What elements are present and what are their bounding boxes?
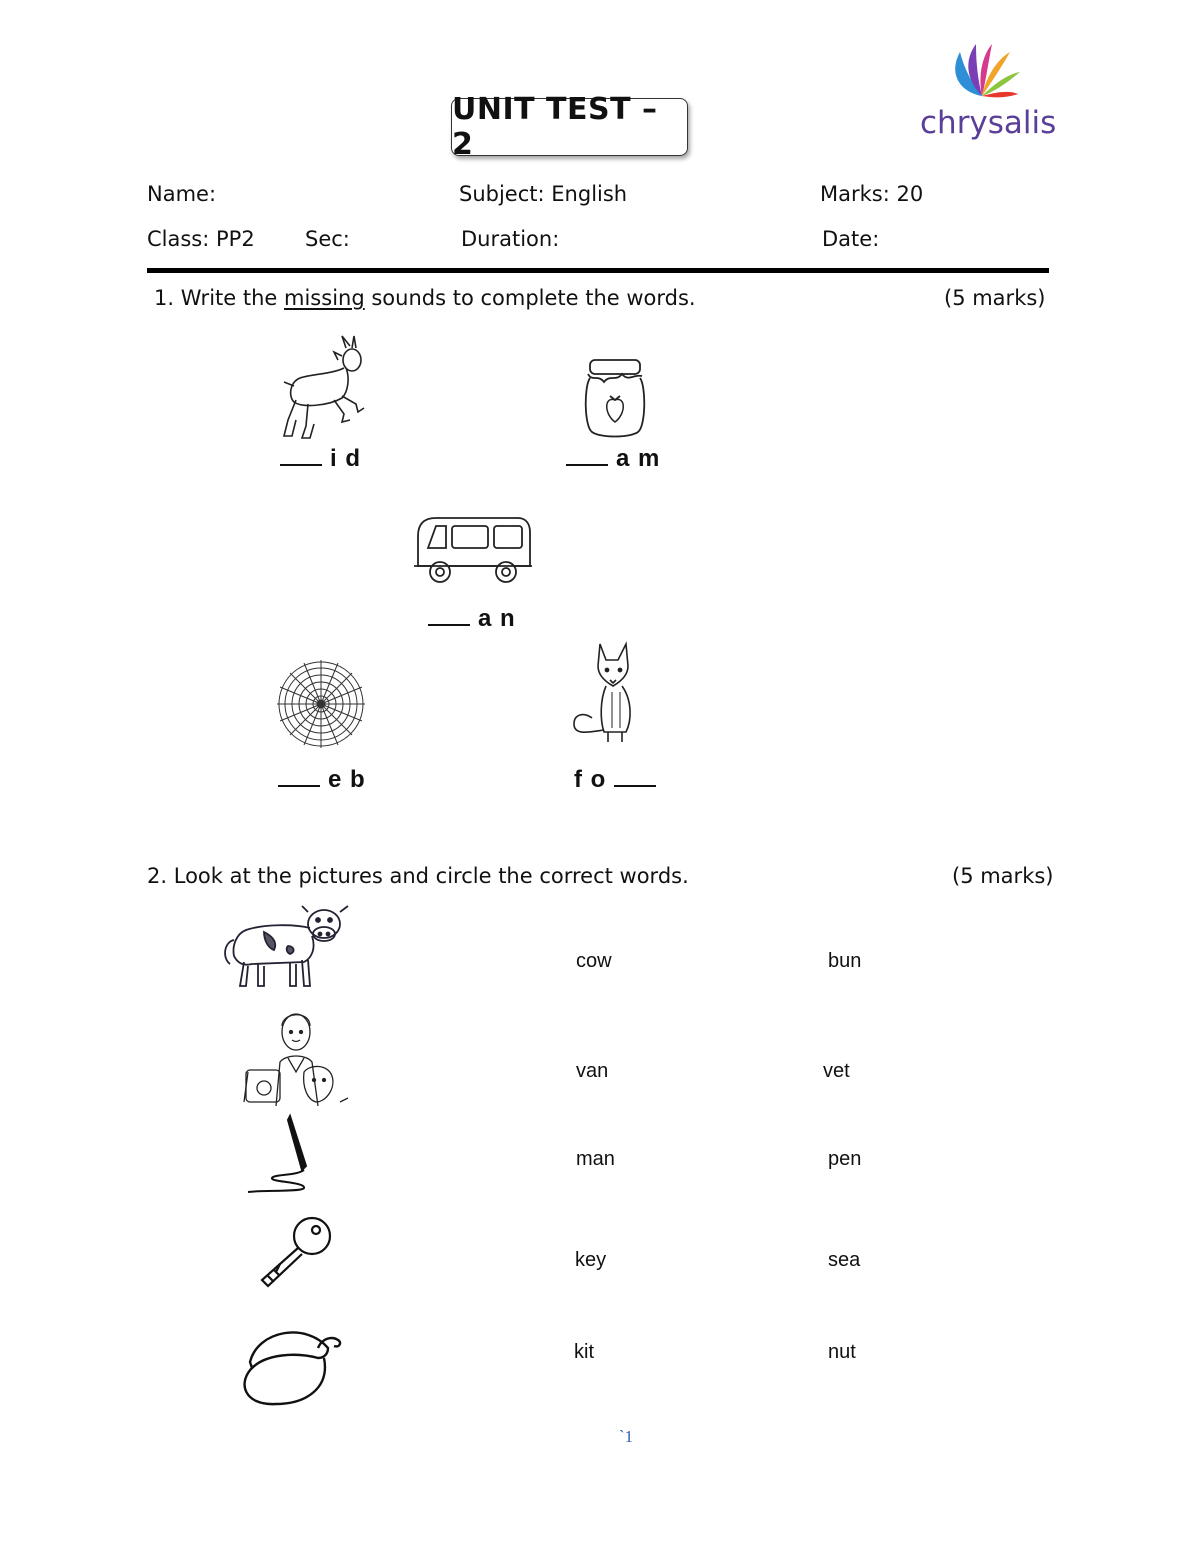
page-number: `1	[619, 1427, 634, 1446]
logo-text: chrysalis	[920, 105, 1057, 141]
duration-label: Duration:	[461, 227, 560, 251]
subject-field	[459, 182, 627, 206]
name-label: Name:	[147, 182, 217, 206]
class-label: Class:	[147, 227, 210, 251]
q2-row3-option1[interactable]: man	[576, 1148, 615, 1170]
answer-blank[interactable]	[280, 464, 322, 466]
q2-marks: (5 marks)	[952, 864, 1054, 888]
nut-icon	[236, 1318, 348, 1410]
vet-icon	[240, 1006, 352, 1106]
class-value: PP2	[216, 227, 255, 251]
q2-row2-option2[interactable]: vet	[823, 1060, 850, 1082]
answer-blank[interactable]	[428, 624, 470, 626]
q1-item-web	[278, 766, 366, 794]
answer-blank[interactable]	[614, 785, 656, 787]
answer-blank[interactable]	[566, 464, 608, 466]
q2-row2-option1[interactable]: van	[576, 1060, 609, 1082]
page-title: UNIT TEST – 2	[451, 98, 688, 156]
q1-item-van	[428, 605, 516, 633]
pen-icon	[244, 1112, 320, 1196]
q2-row5-option2[interactable]: nut	[828, 1341, 856, 1363]
nut-picture	[236, 1318, 348, 1410]
van-icon	[412, 514, 534, 586]
q2-row3-option2[interactable]: pen	[828, 1148, 862, 1170]
key-icon	[254, 1214, 336, 1292]
sec-label: Sec:	[305, 227, 350, 251]
pen-picture	[244, 1112, 320, 1196]
q1-letters: i d	[330, 445, 361, 472]
goat-picture	[272, 334, 367, 444]
butterfly-icon	[920, 40, 1045, 100]
q2-row4-option2[interactable]: sea	[828, 1249, 861, 1271]
q1-marks: (5 marks)	[944, 286, 1046, 310]
web-picture	[276, 656, 366, 752]
subject-value: English	[551, 182, 628, 206]
subject-label: Subject:	[459, 182, 545, 206]
cow-icon	[224, 902, 354, 994]
web-icon	[276, 656, 366, 752]
q1-item-goat	[280, 445, 361, 473]
marks-label: Marks:	[820, 182, 890, 206]
q1-text-after: sounds to complete the words.	[371, 286, 696, 310]
header-divider	[147, 268, 1049, 273]
q1-letters: a m	[616, 445, 661, 472]
marks-value: 20	[896, 182, 924, 206]
jam-picture	[582, 356, 648, 438]
goat-icon	[272, 334, 367, 444]
q2-row4-option1[interactable]: key	[575, 1249, 607, 1271]
q1-item-fox	[574, 766, 656, 794]
q2-row5-option1[interactable]: kit	[574, 1341, 594, 1363]
fox-icon	[570, 640, 650, 748]
answer-blank[interactable]	[278, 785, 320, 787]
q2-instruction	[147, 864, 689, 888]
key-picture	[254, 1214, 336, 1292]
q1-text-before: Write the	[180, 286, 278, 310]
vet-picture	[240, 1006, 352, 1106]
jam-jar-icon	[582, 356, 648, 438]
date-label: Date:	[822, 227, 880, 251]
q1-letters: e b	[328, 766, 366, 793]
q2-number: 2.	[147, 864, 168, 888]
q1-text-underlined: missing	[284, 286, 365, 310]
q1-number: 1.	[154, 286, 175, 310]
q1-letters: a n	[478, 605, 516, 632]
q1-item-jam	[566, 445, 660, 473]
class-field	[147, 227, 255, 251]
van-picture	[412, 514, 534, 586]
q1-letters: f o	[574, 766, 607, 793]
q2-text: Look at the pictures and circle the correct words.	[173, 864, 689, 888]
marks-field	[820, 182, 923, 206]
q2-row1-option2[interactable]: bun	[828, 950, 862, 972]
chrysalis-logo	[920, 40, 1057, 141]
cow-picture	[224, 902, 354, 994]
q1-instruction	[154, 286, 696, 310]
q2-row1-option1[interactable]: cow	[576, 950, 612, 972]
fox-picture	[570, 640, 650, 748]
